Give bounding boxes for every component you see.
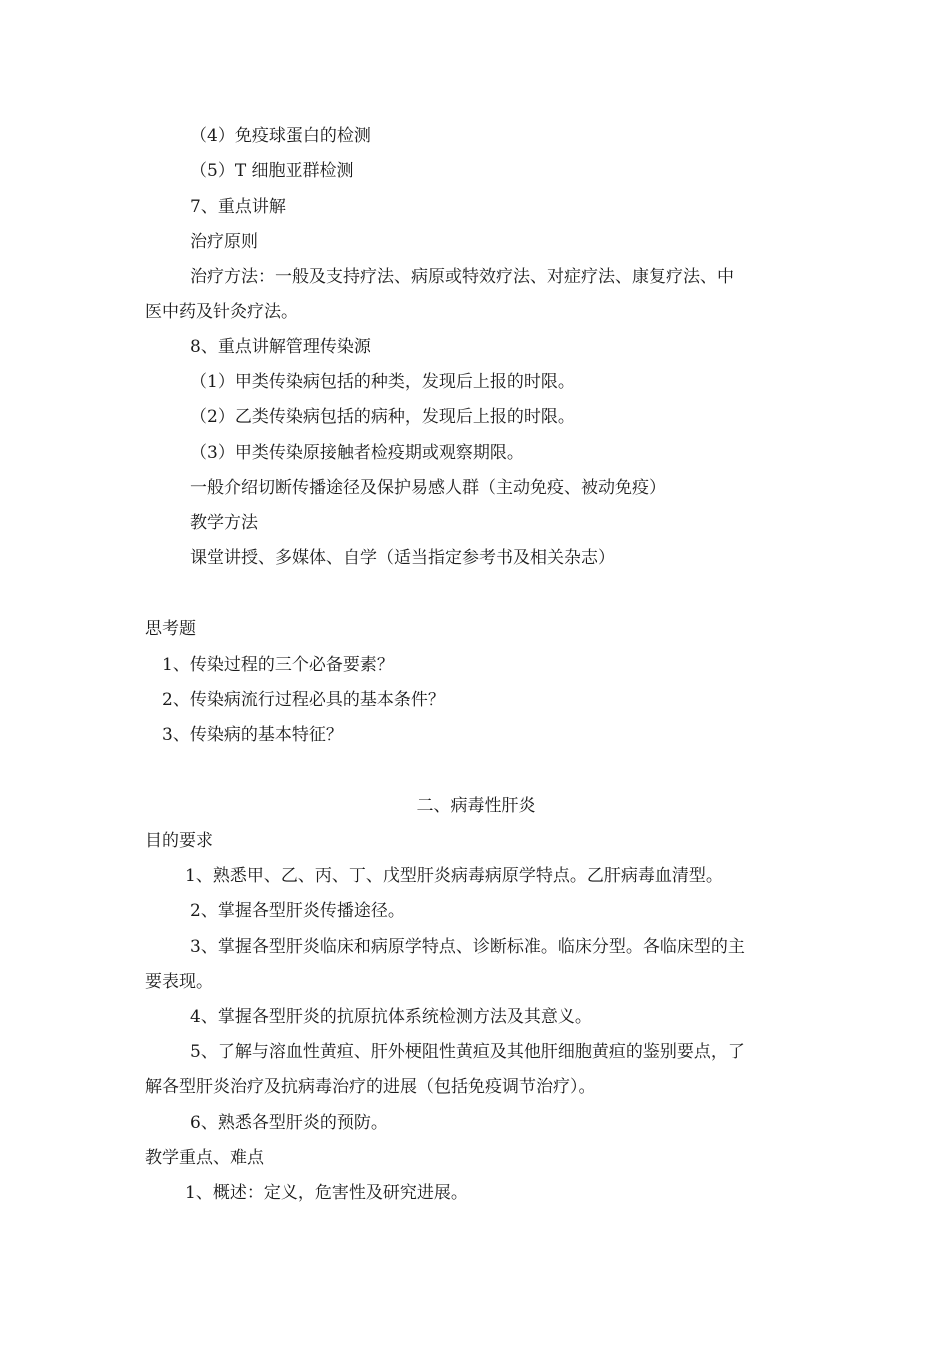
objective-item-1: 1、熟悉甲、乙、丙、丁、戊型肝炎病毒病原学特点。乙肝病毒血清型。 [185,866,723,886]
section1-line-9: （2）乙类传染病包括的病种，发现后上报的时限。 [190,407,575,427]
section1-line-6: 医中药及针灸疗法。 [145,302,298,322]
objective-item-6: 6、熟悉各型肝炎的预防。 [190,1113,388,1133]
objective-item-3: 3、掌握各型肝炎临床和病原学特点、诊断标准。临床分型。各临床型的主 [190,937,745,957]
section1-line-10: （3）甲类传染原接触者检疫期或观察期限。 [190,443,524,463]
section1-line-8: （1）甲类传染病包括的种类，发现后上报的时限。 [190,372,575,392]
questions-heading: 思考题 [145,619,196,639]
objectives-heading: 目的要求 [145,831,213,851]
objective-item-4: 4、掌握各型肝炎的抗原抗体系统检测方法及其意义。 [190,1007,592,1027]
key-point-item-1: 1、概述：定义，危害性及研究进展。 [185,1183,468,1203]
key-points-heading: 教学重点、难点 [145,1148,264,1168]
section1-line-7: 8、重点讲解管理传染源 [190,337,371,357]
objective-item-5: 5、了解与溶血性黄疸、肝外梗阻性黄疸及其他肝细胞黄疸的鉴别要点，了 [190,1042,745,1062]
question-item-3: 3、传染病的基本特征？ [162,725,343,745]
section1-line-12: 教学方法 [190,513,258,533]
question-item-2: 2、传染病流行过程必具的基本条件？ [162,690,445,710]
objective-item-3-cont: 要表现。 [145,972,213,992]
section-title: 二、病毒性肝炎 [416,796,536,816]
section1-line-5: 治疗方法：一般及支持疗法、病原或特效疗法、对症疗法、康复疗法、中 [190,267,734,287]
objective-item-2: 2、掌握各型肝炎传播途径。 [190,901,405,921]
question-item-1: 1、传染过程的三个必备要素？ [162,655,394,675]
section1-line-13: 课堂讲授、多媒体、自学（适当指定参考书及相关杂志） [190,548,615,568]
section1-line-4: 治疗原则 [190,232,258,252]
section1-line-1: （4）免疫球蛋白的检测 [190,126,371,146]
section1-line-2: （5）T 细胞亚群检测 [190,161,354,181]
section1-line-11: 一般介绍切断传播途径及保护易感人群（主动免疫、被动免疫） [190,478,666,498]
objective-item-5-cont: 解各型肝炎治疗及抗病毒治疗的进展（包括免疫调节治疗）。 [145,1077,596,1097]
section1-line-3: 7、重点讲解 [190,197,286,217]
